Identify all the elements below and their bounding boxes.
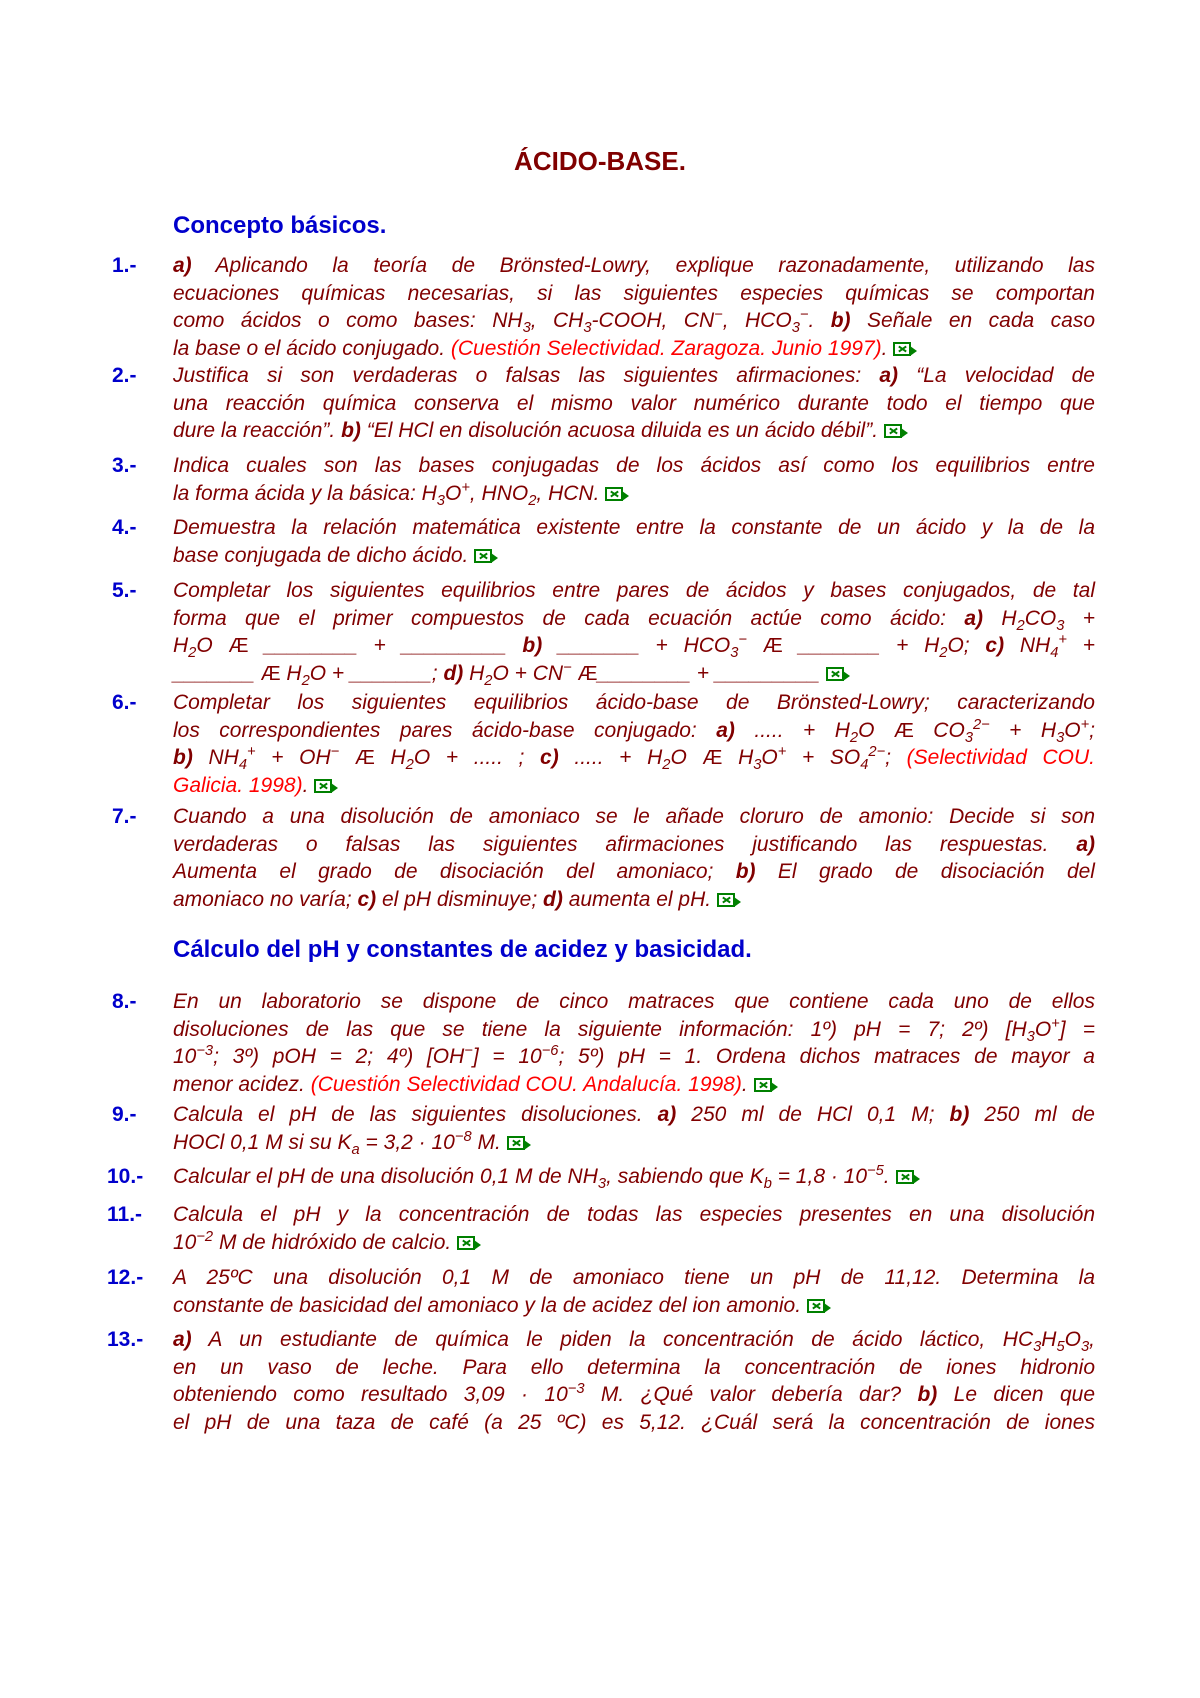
solution-link-icon[interactable] <box>893 342 911 356</box>
question-number: 7.- <box>112 805 137 828</box>
solution-link-icon[interactable] <box>754 1078 772 1092</box>
solution-link-icon[interactable] <box>826 667 844 681</box>
solution-link-icon[interactable] <box>474 549 492 563</box>
solution-link-icon[interactable] <box>807 1299 825 1313</box>
solution-link-icon[interactable] <box>884 424 902 438</box>
question-text: Calcular el pH de una disolución 0,1 M de $NH_3$, sabiendo que $K_b = 1,8 \cdot 10^{-5}$. <box>173 1163 1095 1191</box>
question-text: Completar los siguientes equilibrios entre pares de ácidos y bases conjugados, de tal forma que el primer compuestos de cada ecuación actúe como ácido: a) $H_2CO_3$ + $H_2O$ Æ ________ + _________ b) _______ + $HCO_3^-$ Æ _______ + $H_2O$; c) $NH_4^+$ + _______ Æ $H_2O$ + _______; d) $H_2O + CN^-$ Æ________ + _________ <box>173 579 1096 689</box>
solution-link-icon[interactable] <box>717 893 735 907</box>
solution-link-icon[interactable] <box>605 487 623 501</box>
question-text: En un laboratorio se dispone de cinco matraces que contiene cada uno de ellos disoluciones de las que se tiene la siguiente información: 1º) pH = 7; 2º) $[H_3O^+]$ = $10^{-3}$; 3º) pOH = 2; 4º) $[OH^-] = 10^{-6}$; 5º) pH = 1. Ordena dichos matraces de mayor a menor acidez. (Cuestión Selectividad COU. Andalucía. 1998). <box>173 990 1095 1096</box>
question-number: 8.- <box>112 990 137 1013</box>
question-number: 10.- <box>107 1165 144 1188</box>
question-number: 3.- <box>112 454 137 477</box>
question-text: Justifica si son verdaderas o falsas las siguientes afirmaciones: a) “La velocidad de una reacción química conserva el mismo valor numérico durante todo el tiempo que dure la reacción”. b) “El HCl en disolución acuosa diluida es un ácido débil”. <box>173 364 1095 442</box>
question-text: A 25ºC una disolución 0,1 M de amoniaco tiene un pH de 11,12. Determina la constante de basicidad del amoniaco y la de acidez del ion amonio. <box>173 1266 1095 1317</box>
question-number: 11.- <box>107 1203 143 1226</box>
question-number: 2.- <box>112 364 137 387</box>
question-text: Completar los siguientes equilibrios ácido-base de Brönsted-Lowry; caracterizando los correspondientes pares ácido-base conjugado: a) ..... + $H_2O$ Æ $CO_3^{2-} + H_3O^+$; b) $NH_4^+ + OH^-$ Æ $H_2O$ + ..... ; c) ..... + $H_2O$ Æ $H_3O^+ + SO_4^{2-}$; (Selectividad COU. Galicia. 1998). <box>173 691 1096 797</box>
question-text: a) Aplicando la teoría de Brönsted-Lowry, explique razonadamente, utilizando las ecuaciones químicas necesarias, si las siguientes especies químicas se comportan como ácidos o como bases: $NH_3$, $CH_3$-COOH, CN−, $HCO_3^-$. b) Señale en cada caso la base o el ácido conjugado. (Cuestión Selectividad. Zaragoza. Junio 1997). <box>173 254 1096 360</box>
question-number: 13.- <box>107 1328 144 1351</box>
solution-link-icon[interactable] <box>896 1170 914 1184</box>
question-number: 5.- <box>112 579 137 602</box>
question-text: Calcula el pH y la concentración de todas las especies presentes en una disolución $10^{-2}$ M de hidróxido de calcio. <box>173 1203 1095 1254</box>
question-number: 4.- <box>112 516 137 539</box>
section-title-basic-concepts: Concepto básicos. <box>173 212 387 239</box>
question-text: Calcula el pH de las siguientes disoluciones. a) 250 ml de HCl 0,1 M; b) 250 ml de HOCl 0,1 M si su $K_a = 3,2 \cdot 10^{-8}$ M. <box>173 1103 1095 1158</box>
question-number: 1.- <box>112 254 137 277</box>
question-number: 6.- <box>112 691 137 714</box>
question-text: Demuestra la relación matemática existente entre la constante de un ácido y la de la base conjugada de dicho ácido. <box>173 516 1095 567</box>
section-title-ph-calculation: Cálculo del pH y constantes de acidez y basicidad. <box>173 936 752 963</box>
solution-link-icon[interactable] <box>457 1236 475 1250</box>
question-number: 9.- <box>112 1103 137 1126</box>
solution-link-icon[interactable] <box>507 1136 525 1150</box>
solution-link-icon[interactable] <box>314 779 332 793</box>
page-title: ÁCIDO-BASE. <box>514 146 686 176</box>
question-text: Cuando a una disolución de amoniaco se le añade cloruro de amonio: Decide si son verdaderas o falsas las siguientes afirmaciones justificando las respuestas. a) Aumenta el grado de disociación del amoniaco; b) El grado de disociación del amoniaco no varía; c) el pH disminuye; d) aumenta el pH. <box>173 805 1095 911</box>
question-number: 12.- <box>107 1266 144 1289</box>
question-text: a) A un estudiante de química le piden la concentración de ácido láctico, $HC_3H_5O_3$, en un vaso de leche. Para ello determina la concentración de iones hidronio obteniendo como resultado $3,09 \cdot 10^{-3}$ M. ¿Qué valor debería dar? b) Le dicen que el pH de una taza de café (a 25 ºC) es 5,12. ¿Cuál será la concentración de iones <box>173 1328 1095 1434</box>
question-text: Indica cuales son las bases conjugadas de los ácidos así como los equilibrios entre la forma ácida y la básica: $H_3O^+$, $HNO_2$, HCN. <box>173 454 1095 509</box>
